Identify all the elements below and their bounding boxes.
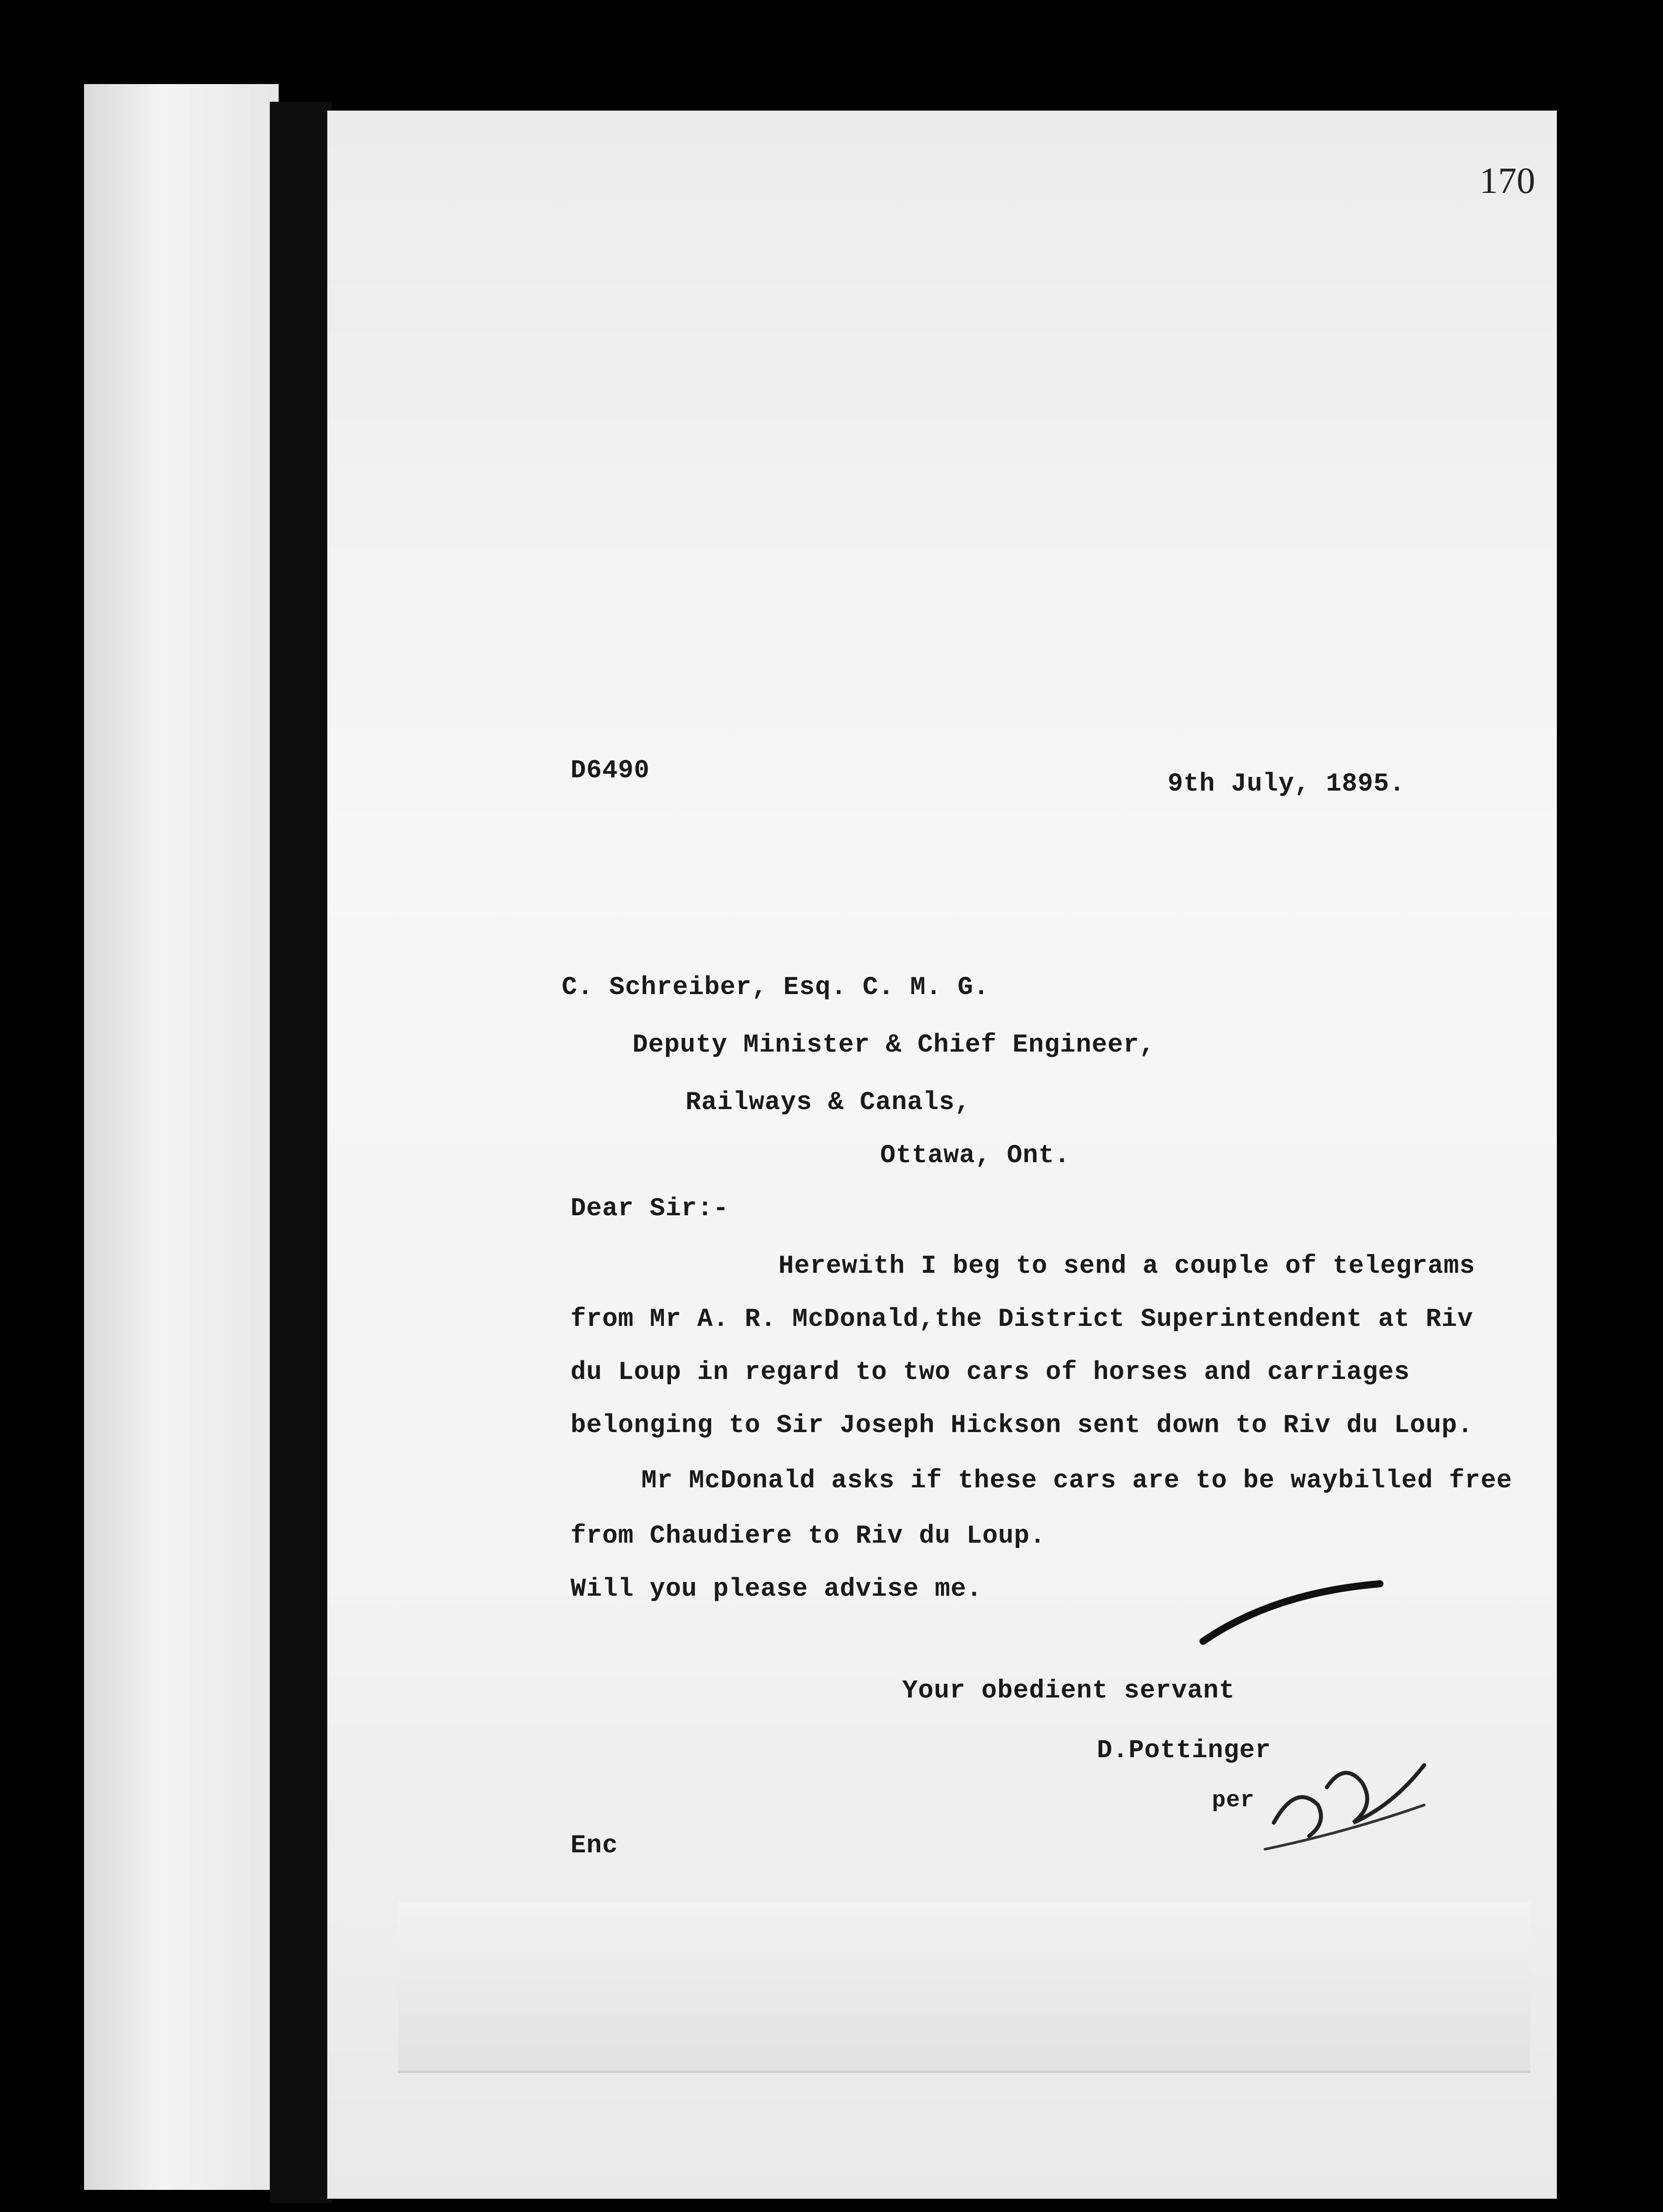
underlying-sheet-edge xyxy=(398,1902,1530,2073)
body-line: Mr McDonald asks if these cars are to be waybilled free xyxy=(641,1467,1513,1495)
file-reference: D6490 xyxy=(571,757,650,785)
body-line: du Loup in regard to two cars of horses and carriages xyxy=(571,1358,1410,1387)
binding-band xyxy=(270,102,332,2203)
page-number: 170 xyxy=(1479,160,1535,201)
body-line: Will you please advise me. xyxy=(571,1575,982,1604)
signatory-name: D.Pottinger xyxy=(1097,1736,1271,1765)
enclosure-note: Enc xyxy=(571,1832,618,1860)
per-label: per xyxy=(1212,1787,1255,1813)
body-line: from Chaudiere to Riv du Loup. xyxy=(571,1522,1046,1551)
body-line: from Mr A. R. McDonald,the District Superintendent at Riv xyxy=(571,1305,1473,1334)
recipient-department: Railways & Canals, xyxy=(686,1088,971,1117)
handwritten-signature xyxy=(1194,1575,1442,1867)
left-margin-strip xyxy=(84,84,279,2190)
recipient-title: Deputy Minister & Chief Engineer, xyxy=(632,1031,1155,1060)
body-line: belonging to Sir Joseph Hickson sent down to Riv du Loup. xyxy=(571,1411,1473,1440)
salutation: Dear Sir:- xyxy=(571,1194,729,1223)
recipient-name: C. Schreiber, Esq. C. M. G. xyxy=(562,973,989,1002)
recipient-city: Ottawa, Ont. xyxy=(880,1141,1070,1170)
body-line: Herewith I beg to send a couple of telegrams xyxy=(778,1252,1475,1281)
letter-date: 9th July, 1895. xyxy=(1168,770,1406,799)
closing: Your obedient servant xyxy=(902,1677,1235,1705)
